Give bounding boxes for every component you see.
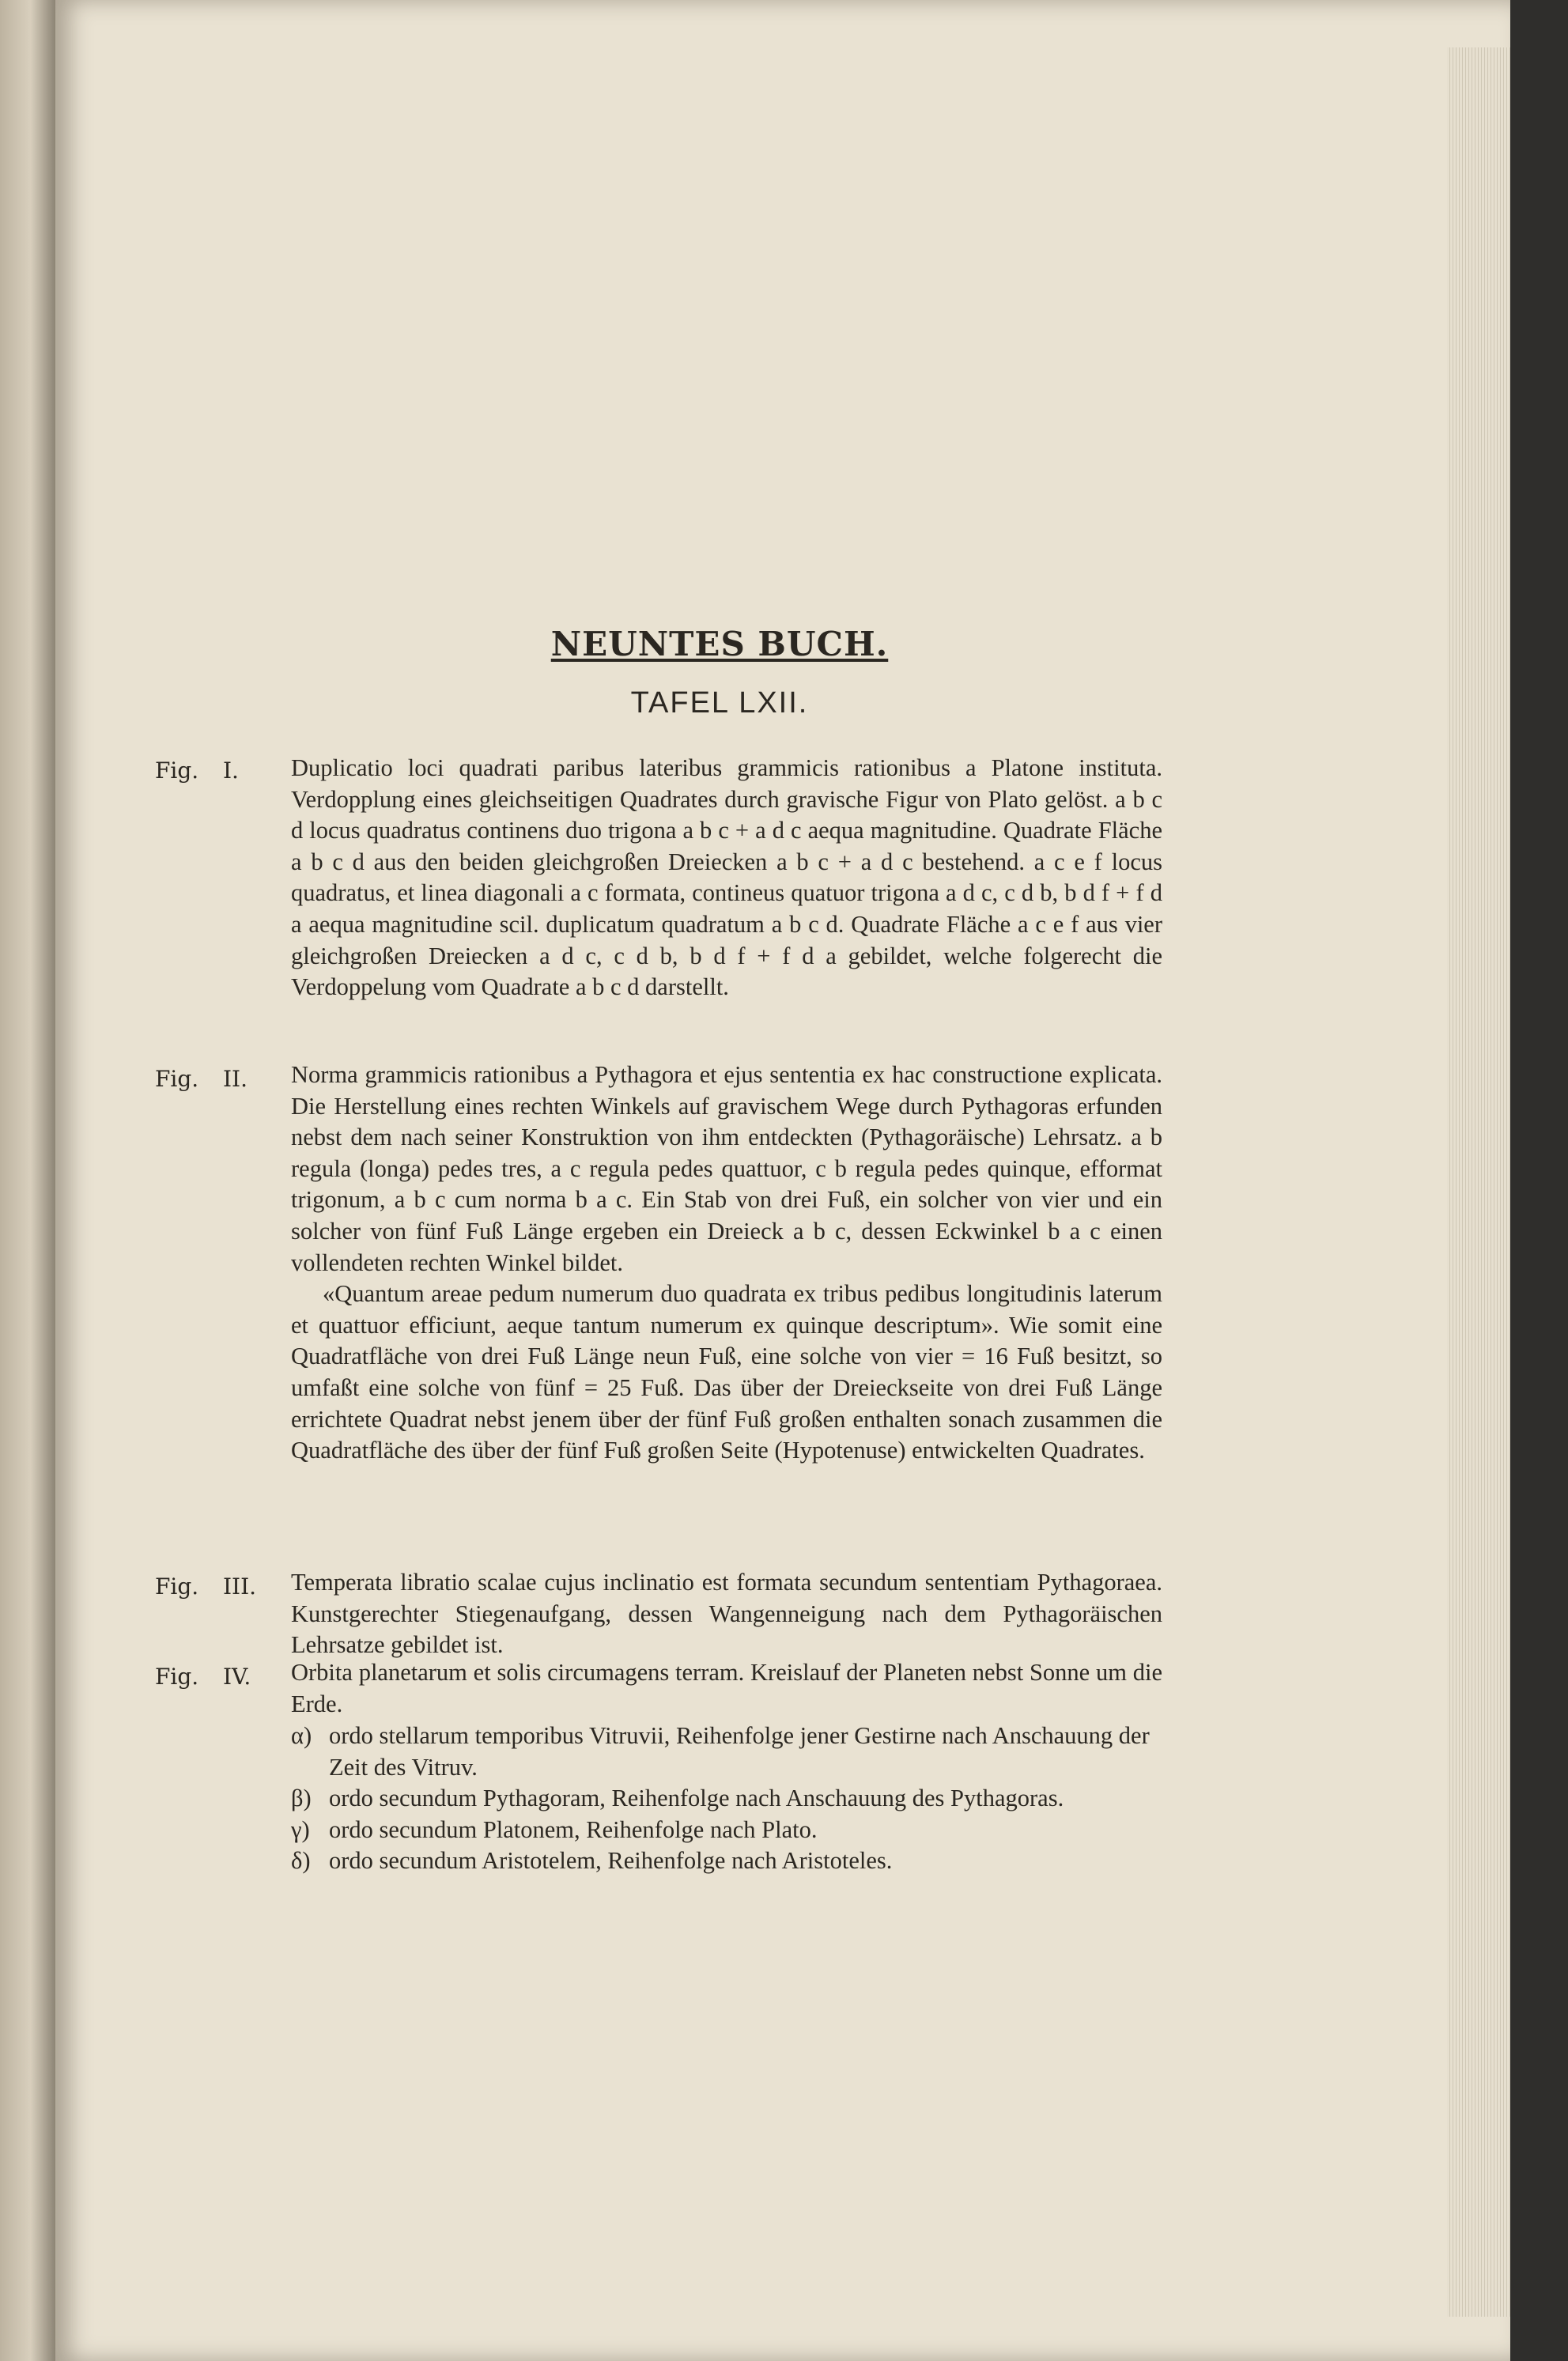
fig-number: I. — [223, 757, 239, 784]
list-item — [291, 1845, 1162, 1877]
fig-label: Fig. — [155, 1066, 199, 1092]
paragraph: Orbita planetarum et solis circumagens terram. Kreislauf der Planeten nebst Sonne um die Erde. — [291, 1659, 1162, 1717]
item-marker: α) — [291, 1722, 312, 1749]
paragraph: Duplicatio loci quadrati paribus lateribus grammicis rationibus a Platone instituta. Verdopplung eines gleichseitigen Quadrates durch gravische Figur von Plato gelöst. a b c d locus quadratus continens duo trigona a b c + a d c aequa magnitudine. Quadrate Fläche a b c d aus den beiden gleichgroßen Dreiecken a b c + a d c bestehend. a c e f locus quadratus, et linea diagonali a c formata, contineus quatuor trigona a d c, c d b, b d f + f d a aequa magnitudine scil. duplicatum quadratum a b c d. Quadrate Fläche a c e f aus vier gleichgroßen Dreiecken a d c, c d b, b d f + f d a gebildet, welche folgerecht die Verdoppelung vom Quadrate a b c d darstellt. — [291, 754, 1162, 1001]
fig-description — [291, 1657, 1162, 1720]
paragraph: «Quantum areae pedum numerum duo quadrata ex tribus pedibus longitudinis laterum et quattuor efficiunt, aeque tantum numerum ex quinque descriptum». Wie somit eine Quadratfläche von drei Fuß Länge neun Fuß, eine solche von vier = 16 Fuß besitzt, so umfaßt eine solche von fünf = 25 Fuß. Das über der Dreieckseite von drei Fuß Länge errichtete Quadrat nebst jenem über der fünf Fuß großen enthalten sonach zusammen die Quadratfläche des über der fünf Fuß großen Seite (Hypotenuse) entwickelten Quadrates. — [291, 1280, 1162, 1464]
facing-page-edge — [0, 0, 55, 2361]
item-text: ordo secundum Aristotelem, Reihenfolge nach Aristoteles. — [329, 1847, 893, 1875]
book-heading: NEUNTES BUCH. — [550, 625, 889, 663]
fig-number: IV. — [223, 1664, 251, 1690]
item-text: ordo stellarum temporibus Vitruvii, Reihenfolge jener Gestirne nach Anschauung der Zeit des Vitruv. — [329, 1722, 1150, 1781]
paragraph: Temperata libratio scalae cujus inclinatio est formata secundum sententiam Pythagoraea. Kunstgerechter Stiegenaufgang, dessen Wangenneigung nach dem Pythagoräischen Lehrsatze gebildet ist. — [291, 1569, 1162, 1659]
fig-description — [291, 1060, 1162, 1467]
paragraph: Norma grammicis rationibus a Pythagora et ejus sententia ex hac constructione explicata. Die Herstellung eines rechten Winkels auf gravischem Wege durch Pythagoras erfunden nebst dem nach seiner Konstruktion von ihm entdeckten (Pythagoräische) Lehrsatz. a b regula (longa) pedes tres, a c regula pedes quattuor, c b regula pedes quinque, efformat trigonum, a b c cum norma b a c. Ein Stab von drei Fuß, ein solcher von vier und ein solcher von fünf Fuß Länge ergeben ein Dreieck a b c, dessen Eckwinkel b a c einen vollendeten rechten Winkel bildet. — [291, 1061, 1162, 1276]
fig-label: Fig. — [155, 757, 199, 784]
item-text: ordo secundum Platonem, Reihenfolge nach Plato. — [329, 1815, 818, 1843]
item-marker: β) — [291, 1785, 312, 1812]
plate-heading: TAFEL LXII. — [630, 686, 809, 720]
fig-number: III. — [223, 1573, 257, 1600]
fig-label: Fig. — [155, 1573, 199, 1600]
fig-label: Fig. — [155, 1664, 199, 1690]
ordo-list — [291, 1721, 1162, 1877]
fig-description — [291, 753, 1162, 1003]
fig-description — [291, 1567, 1162, 1661]
item-text: ordo secundum Pythagoram, Reihenfolge nach Anschauung des Pythagoras. — [329, 1785, 1064, 1812]
list-item — [291, 1783, 1162, 1815]
item-marker: δ) — [291, 1847, 311, 1875]
page-stack-edge — [1447, 47, 1510, 2317]
list-item — [291, 1815, 1162, 1846]
item-marker: γ) — [291, 1815, 310, 1843]
list-item — [291, 1721, 1162, 1783]
fig-number: II. — [223, 1066, 248, 1092]
